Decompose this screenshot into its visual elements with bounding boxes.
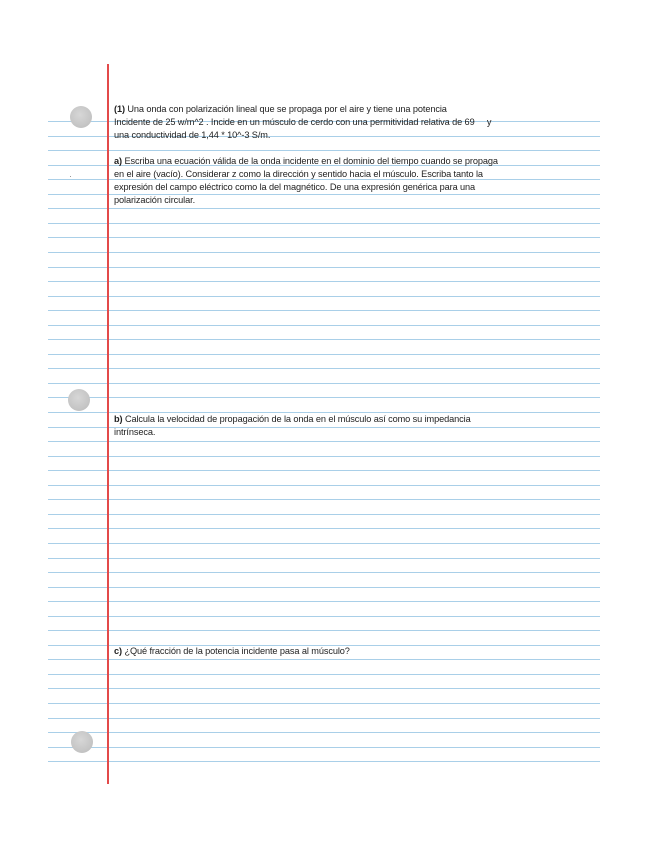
- question-a-line-2: en el aire (vacío). Considerar z como la dirección y sentido hacia el músculo. Escriba tanto la: [114, 168, 483, 179]
- question-a-line-1: a) Escriba una ecuación válida de la onda incidente en el dominio del tiempo cuando se propaga: [114, 156, 498, 166]
- rule-line: [48, 558, 600, 559]
- question-b-line-1: b) Calcula la velocidad de propagación de la onda en el músculo así como su impedancia: [114, 414, 471, 424]
- rule-line: [48, 616, 600, 617]
- rule-line: [48, 630, 600, 631]
- rule-line: [48, 718, 600, 719]
- rule-line: [48, 470, 600, 471]
- question-a-label: a): [114, 156, 122, 166]
- question-c: [114, 645, 589, 658]
- rule-line: [48, 456, 600, 457]
- question-a-line-3: expresión del campo eléctrico como la del magnético. De una expresión genérica para una: [114, 181, 476, 192]
- question-b-line-2: intrínseca.: [114, 426, 156, 437]
- question-a: [114, 155, 589, 207]
- rule-line: [48, 587, 600, 588]
- binder-hole-bottom: [71, 731, 93, 753]
- rule-line: [48, 339, 600, 340]
- rule-line: [48, 543, 600, 544]
- rule-line: [48, 208, 600, 209]
- binder-hole-top: [70, 106, 92, 128]
- question-c-label: c): [114, 646, 122, 656]
- rule-line: [48, 514, 600, 515]
- rule-line: [48, 354, 600, 355]
- question-b-label: b): [114, 414, 123, 424]
- rule-line: [48, 267, 600, 268]
- rule-line: [48, 601, 600, 602]
- margin-line: [107, 64, 109, 784]
- question-c-line-1: c) ¿Qué fracción de la potencia incidente pasa al músculo?: [114, 646, 350, 656]
- rule-line: [48, 747, 600, 748]
- problem-line-2: Incidente de 25 w/m^2 . Incide en un músculo de cerdo con una permitividad relativa de 69 y: [114, 116, 492, 127]
- paper-speck: [70, 176, 71, 177]
- rule-line: [48, 383, 600, 384]
- rule-line: [48, 674, 600, 675]
- rule-line: [48, 237, 600, 238]
- rule-line: [48, 732, 600, 733]
- rule-line: [48, 761, 600, 762]
- rule-line: [48, 368, 600, 369]
- problem-number: (1): [114, 104, 125, 114]
- question-b: [114, 413, 589, 439]
- rule-line: [48, 150, 600, 151]
- rule-line: [48, 688, 600, 689]
- problem-statement: [114, 103, 589, 142]
- rule-line: [48, 296, 600, 297]
- rule-line: [48, 281, 600, 282]
- rule-line: [48, 441, 600, 442]
- rule-line: [48, 397, 600, 398]
- problem-line-1: (1) Una onda con polarización lineal que se propaga por el aire y tiene una potencia: [114, 104, 447, 114]
- question-a-line-4: polarización circular.: [114, 194, 196, 205]
- rule-line: [48, 703, 600, 704]
- rule-line: [48, 572, 600, 573]
- binder-hole-middle: [68, 389, 90, 411]
- rule-line: [48, 252, 600, 253]
- rule-line: [48, 223, 600, 224]
- rule-line: [48, 325, 600, 326]
- rule-line: [48, 659, 600, 660]
- rule-line: [48, 485, 600, 486]
- rule-line: [48, 310, 600, 311]
- problem-line-3: una conductividad de 1,44 * 10^-3 S/m.: [114, 129, 271, 140]
- rule-line: [48, 499, 600, 500]
- rule-line: [48, 528, 600, 529]
